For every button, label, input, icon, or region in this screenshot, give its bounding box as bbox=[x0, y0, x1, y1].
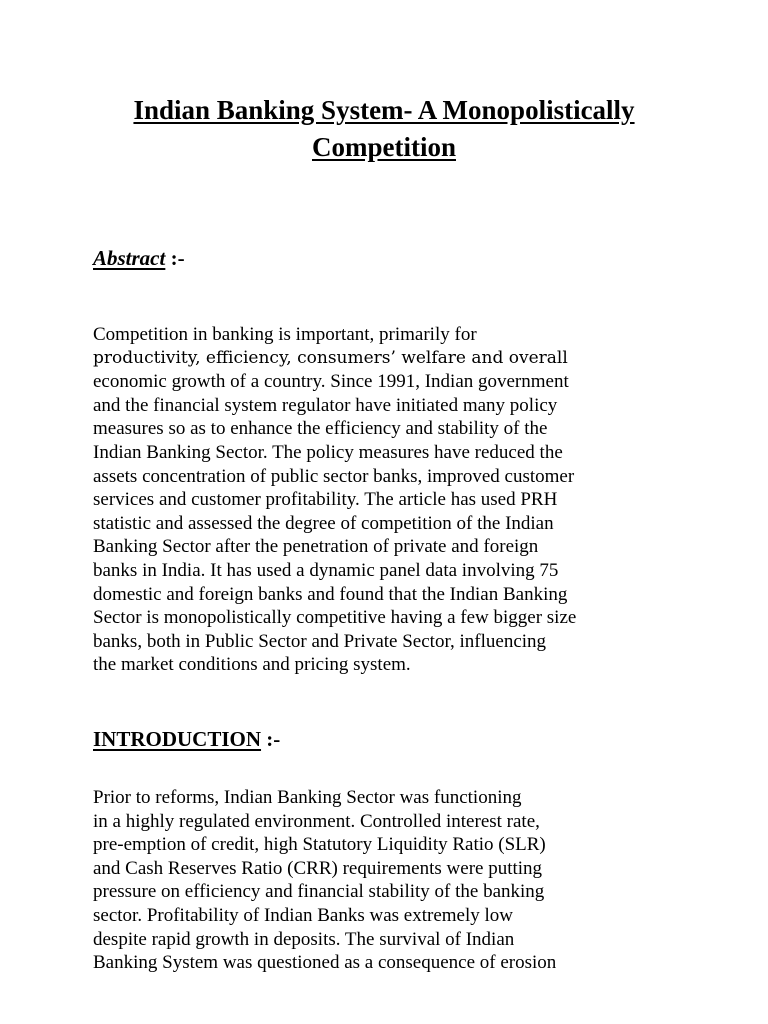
abstract-line: domestic and foreign banks and found that the Indian Banking bbox=[93, 583, 568, 605]
introduction-line: Banking System was questioned as a consequence of erosion bbox=[93, 952, 557, 974]
abstract-line: measures so as to enhance the efficiency and stability of the bbox=[93, 418, 548, 440]
introduction-line: Prior to reforms, Indian Banking Sector was functioning bbox=[93, 787, 522, 808]
abstract-line: assets concentration of public sector banks, improved customer bbox=[93, 465, 575, 487]
abstract-line: Indian Banking Sector. The policy measures have reduced the bbox=[93, 441, 563, 463]
abstract-heading-label: Abstract bbox=[93, 246, 166, 270]
abstract-line: economic growth of a country. Since 1991, Indian government bbox=[93, 371, 569, 393]
abstract-heading bbox=[93, 246, 185, 271]
introduction-line: and Cash Reserves Ratio (CRR) requirements were putting bbox=[93, 857, 543, 879]
introduction-heading-label: INTRODUCTION bbox=[93, 727, 262, 751]
abstract-line: banks in India. It has used a dynamic panel data involving 75 bbox=[93, 559, 559, 581]
abstract-heading-suffix: :- bbox=[165, 246, 185, 270]
abstract-line: the market conditions and pricing system. bbox=[93, 654, 411, 676]
introduction-heading-suffix: :- bbox=[261, 727, 281, 751]
introduction-paragraph bbox=[93, 786, 653, 975]
abstract-line: services and customer profitability. The article has used PRH bbox=[93, 489, 558, 511]
abstract-line: statistic and assessed the degree of competition of the Indian bbox=[93, 512, 554, 534]
introduction-line: despite rapid growth in deposits. The survival of Indian bbox=[93, 928, 515, 950]
title-line-1: Indian Banking System- A Monopolistically bbox=[133, 95, 635, 125]
introduction-line: in a highly regulated environment. Controlled interest rate, bbox=[93, 810, 540, 832]
introduction-line: sector. Profitability of Indian Banks was extremely low bbox=[93, 904, 514, 926]
document-title bbox=[60, 92, 708, 166]
abstract-line: Banking Sector after the penetration of private and foreign bbox=[93, 536, 539, 558]
abstract-line: productivity, efficiency, consumers’ welfare and overall bbox=[93, 347, 568, 368]
introduction-line: pressure on efficiency and financial stability of the banking bbox=[93, 881, 545, 903]
introduction-line: pre-emption of credit, high Statutory Liquidity Ratio (SLR) bbox=[93, 834, 546, 856]
title-line-2: Competition bbox=[312, 132, 456, 162]
abstract-paragraph bbox=[93, 323, 653, 677]
abstract-line: Competition in banking is important, primarily for bbox=[93, 324, 477, 345]
abstract-line: banks, both in Public Sector and Private Sector, influencing bbox=[93, 630, 547, 652]
introduction-heading bbox=[93, 727, 280, 752]
abstract-line: Sector is monopolistically competitive having a few bigger size bbox=[93, 607, 577, 629]
abstract-line: and the financial system regulator have initiated many policy bbox=[93, 394, 558, 416]
